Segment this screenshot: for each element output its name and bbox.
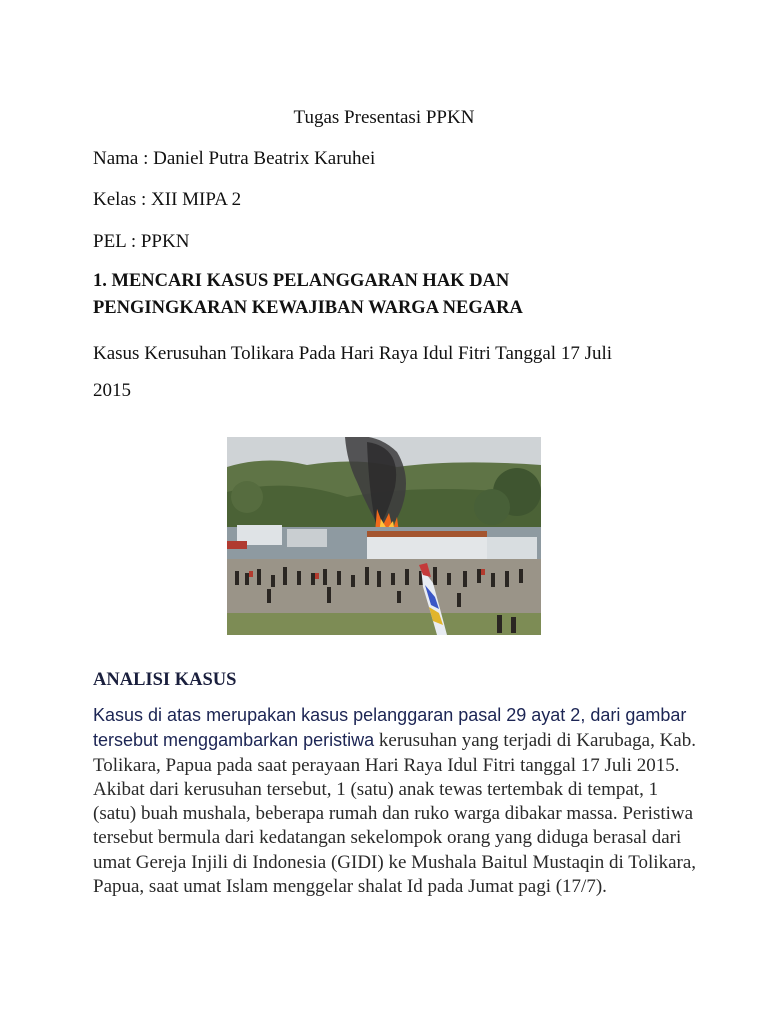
section-heading-line-1: 1. MENCARI KASUS PELANGGARAN HAK DAN	[93, 271, 510, 291]
case-title-line-1: Kasus Kerusuhan Tolikara Pada Hari Raya Idul Fitri Tanggal 17 Juli	[93, 343, 613, 364]
riot-photo	[227, 437, 541, 635]
document-title: Tugas Presentasi PPKN	[293, 107, 475, 128]
student-class: Kelas : XII MIPA 2	[93, 189, 242, 210]
section-heading-line-2: PENGINGKARAN KEWAJIBAN WARGA NEGARA	[93, 298, 523, 318]
analysis-heading: ANALISI KASUS	[93, 670, 237, 690]
analysis-paragraph-body: kerusuhan yang terjadi di Karubaga, Kab. Tolikara, Papua pada saat perayaan Hari Raya Idul Fitri tanggal 17 Juli 2015. Akibat dari kerusuhan tersebut, 1 (satu) anak tewas tertembak di tempat, 1 (satu) buah mushala, beberapa rumah dan ruko warga dibakar massa. Peristiwa tersebut bermula dari kedatangan sekelompok orang yang diduga berasal dari umat Gereja Injili di Indonesia (GIDI) ke Mushala Baitul Mustaqin di Tolikara, Papua, saat umat Islam menggelar shalat Id pada Jumat pagi (17/7).	[93, 730, 697, 898]
case-title-line-2: 2015	[93, 380, 131, 401]
analysis-paragraph-lead: Kasus di atas merupakan kasus pelanggaran pasal 29 ayat 2, dari gambar tersebut menggambarkan peristiwa	[93, 705, 687, 751]
analysis-paragraph	[93, 703, 703, 899]
subject-label: PEL : PPKN	[93, 231, 190, 252]
student-name: Nama : Daniel Putra Beatrix Karuhei	[93, 148, 376, 169]
section-heading	[93, 268, 693, 322]
